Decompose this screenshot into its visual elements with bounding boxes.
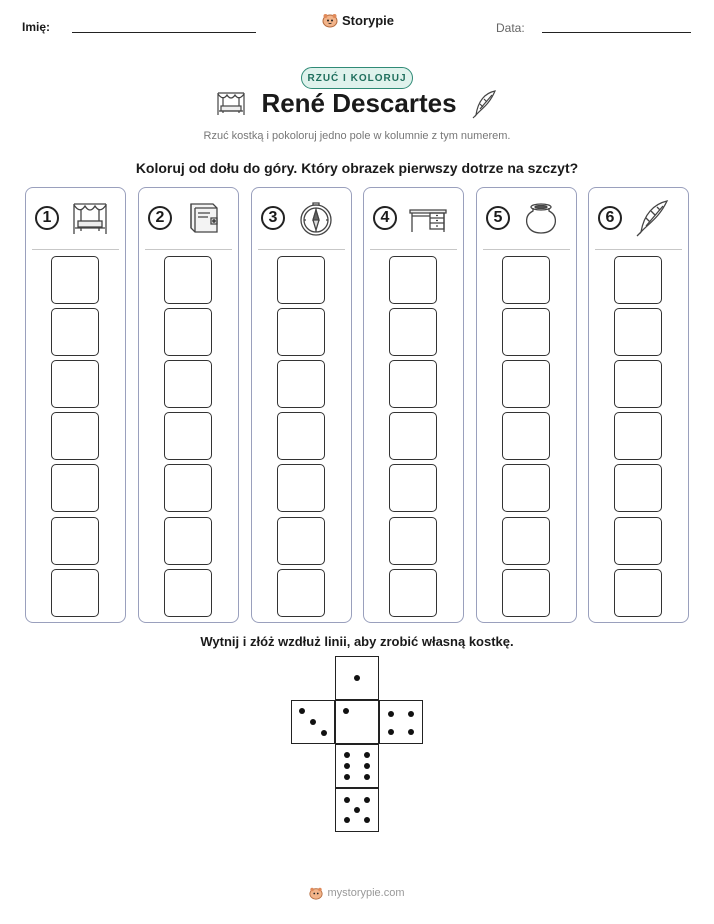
color-cell[interactable] [389, 569, 437, 617]
die-pip [354, 675, 360, 681]
color-cell[interactable] [614, 360, 662, 408]
die-pip [388, 729, 394, 735]
page-title: René Descartes [261, 88, 457, 118]
canopy-bed-icon [70, 198, 110, 238]
color-cell[interactable] [51, 412, 99, 460]
subtitle: Rzuć kostką i pokoloruj jedno pole w kolumnie z tym numerem. [203, 130, 511, 142]
color-cell[interactable] [614, 412, 662, 460]
color-cell[interactable] [164, 256, 212, 304]
color-cell[interactable] [51, 464, 99, 512]
column-number: 2 [148, 206, 172, 230]
color-cell[interactable] [277, 464, 325, 512]
color-cell[interactable] [389, 256, 437, 304]
color-cell[interactable] [614, 308, 662, 356]
die-pip [344, 752, 350, 758]
die-face-3 [291, 700, 335, 744]
name-line[interactable] [72, 32, 256, 33]
column-divider [145, 249, 232, 250]
color-cell[interactable] [614, 256, 662, 304]
color-cell[interactable] [51, 517, 99, 565]
color-cell[interactable] [502, 569, 550, 617]
dice-column-4 [363, 187, 464, 623]
color-cell[interactable] [614, 569, 662, 617]
die-pip [344, 797, 350, 803]
cut-instruction: Wytnij i złóż wzdłuż linii, aby zrobić własną kostkę. [200, 634, 514, 649]
color-cell[interactable] [389, 360, 437, 408]
die-pip [344, 774, 350, 780]
color-cell[interactable] [164, 360, 212, 408]
color-cell[interactable] [51, 256, 99, 304]
die-pip [364, 817, 370, 823]
color-cell[interactable] [277, 569, 325, 617]
color-cell[interactable] [164, 308, 212, 356]
column-number: 4 [373, 206, 397, 230]
name-label: Imię: [22, 20, 51, 34]
color-cell[interactable] [502, 256, 550, 304]
date-label: Data: [496, 21, 525, 35]
die-face-4 [379, 700, 423, 744]
footer [0, 886, 714, 900]
color-cell[interactable] [51, 360, 99, 408]
die-pip [354, 807, 360, 813]
color-cell[interactable] [389, 412, 437, 460]
title-row [0, 88, 714, 119]
die-pip [364, 797, 370, 803]
pie-mascot-icon [322, 12, 338, 28]
die-face-center [335, 700, 379, 744]
color-cell[interactable] [614, 464, 662, 512]
footer-url[interactable]: mystorypie.com [327, 887, 405, 899]
color-cell[interactable] [277, 412, 325, 460]
color-cell[interactable] [389, 517, 437, 565]
color-cell[interactable] [614, 517, 662, 565]
pie-mascot-icon [309, 886, 323, 900]
book-icon [183, 198, 223, 238]
color-cell[interactable] [502, 517, 550, 565]
color-cell[interactable] [389, 464, 437, 512]
die-face-5 [335, 788, 379, 832]
color-cell[interactable] [277, 360, 325, 408]
quill-icon [633, 198, 673, 238]
color-cell[interactable] [502, 360, 550, 408]
column-number: 5 [486, 206, 510, 230]
dice-column-3 [251, 187, 352, 623]
die-pip [299, 708, 305, 714]
canopy-bed-icon [215, 89, 247, 119]
die-pip [408, 711, 414, 717]
column-number: 3 [261, 206, 285, 230]
column-divider [258, 249, 345, 250]
color-cell[interactable] [277, 308, 325, 356]
die-pip [343, 708, 349, 714]
color-cell[interactable] [164, 517, 212, 565]
color-cell[interactable] [389, 308, 437, 356]
column-divider [595, 249, 682, 250]
compass-icon [296, 198, 336, 238]
color-cell[interactable] [502, 464, 550, 512]
die-pip [364, 763, 370, 769]
die-pip [364, 752, 370, 758]
die-face-6 [335, 744, 379, 788]
inkwell-icon [521, 198, 561, 238]
date-line[interactable] [542, 32, 691, 33]
column-number: 6 [598, 206, 622, 230]
column-divider [32, 249, 119, 250]
die-pip [388, 711, 394, 717]
brand-name: Storypie [342, 12, 395, 28]
color-cell[interactable] [277, 256, 325, 304]
die-pip [310, 719, 316, 725]
die-pip [321, 730, 327, 736]
color-cell[interactable] [164, 464, 212, 512]
die-pip [408, 729, 414, 735]
quill-icon [471, 89, 499, 119]
die-pip [344, 817, 350, 823]
color-cell[interactable] [502, 308, 550, 356]
die-face-1 [335, 656, 379, 700]
column-divider [483, 249, 570, 250]
activity-badge: RZUĆ I KOLORUJ [301, 67, 413, 89]
instruction: Koloruj od dołu do góry. Który obrazek pierwszy dotrze na szczyt? [135, 160, 579, 176]
column-divider [370, 249, 457, 250]
dice-column-2 [138, 187, 239, 623]
color-cell[interactable] [164, 412, 212, 460]
color-cell[interactable] [277, 517, 325, 565]
die-pip [364, 774, 370, 780]
color-cell[interactable] [502, 412, 550, 460]
brand-logo [322, 12, 394, 28]
desk-icon [408, 198, 448, 238]
color-cell[interactable] [51, 308, 99, 356]
column-number: 1 [35, 206, 59, 230]
die-pip [344, 763, 350, 769]
dice-column-1 [25, 187, 126, 623]
color-cell[interactable] [164, 569, 212, 617]
color-cell[interactable] [51, 569, 99, 617]
dice-column-6 [588, 187, 689, 623]
dice-column-5 [476, 187, 577, 623]
